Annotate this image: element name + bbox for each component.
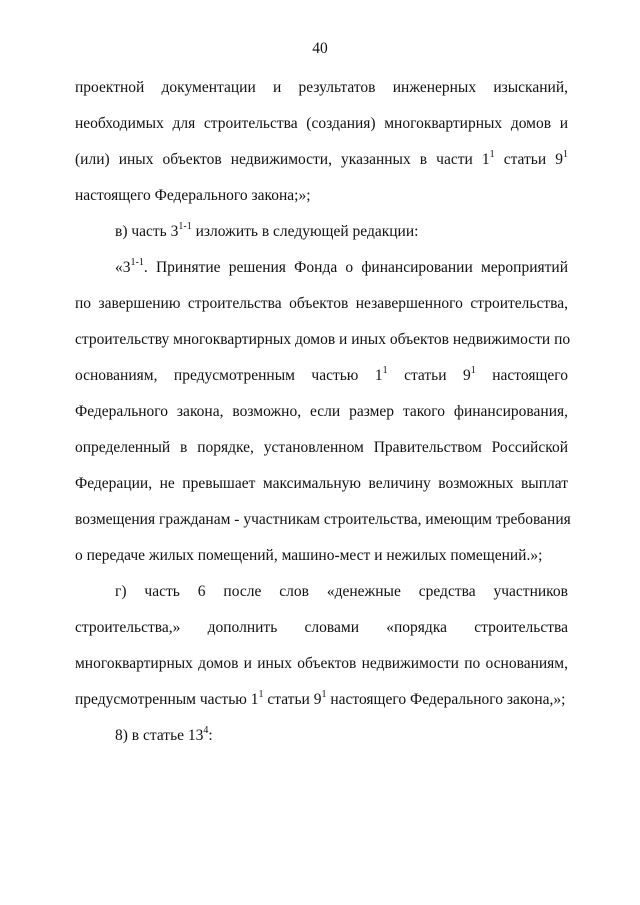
text-run: необходимых для строительства (создания) многоквартирных домов и <box>75 115 568 132</box>
superscript: 1 <box>562 149 568 160</box>
text-line <box>75 509 571 545</box>
text-line <box>75 617 568 653</box>
text-line <box>75 365 568 401</box>
text-run: статьи 9 <box>263 691 322 708</box>
text-run: настоящего <box>475 367 568 384</box>
text-line <box>75 257 568 293</box>
text-run: «3 <box>115 259 131 276</box>
text-line <box>75 401 568 437</box>
text-line <box>75 221 568 257</box>
text-run: определенный в порядке, установленном Правительством Российской <box>75 439 568 456</box>
text-line <box>75 473 568 509</box>
text-run: возмещения гражданам - участникам строительства, имеющим требования <box>75 511 571 528</box>
superscript: 1 <box>382 365 388 376</box>
page-number: 40 <box>312 40 328 57</box>
superscript: 1 <box>258 689 264 700</box>
text-run: настоящего Федерального закона,»; <box>326 691 566 708</box>
text-line <box>75 77 568 113</box>
text-run: настоящего Федерального закона;»; <box>75 187 311 204</box>
text-run: Федерального закона, возможно, если размер такого финансирования, <box>75 403 568 420</box>
superscript: 1 <box>321 689 327 700</box>
text-run: в) часть 3 <box>115 223 179 240</box>
document-body <box>75 77 571 761</box>
text-run: о передаче жилых помещений, машино-мест и нежилых помещений.»; <box>75 547 543 564</box>
text-run: 8) в статье 13 <box>115 727 204 744</box>
superscript: 4 <box>203 725 209 736</box>
text-run: основаниям, предусмотренным частью 1 <box>75 367 383 384</box>
text-run: г) часть 6 после слов «денежные средства участников <box>115 583 568 600</box>
superscript: 1-1 <box>178 221 192 232</box>
text-line <box>75 581 568 617</box>
text-line <box>75 689 568 725</box>
text-line <box>75 545 568 581</box>
superscript: 1 <box>489 149 495 160</box>
text-line <box>75 293 568 329</box>
text-line <box>75 329 571 365</box>
text-run: проектной документации и результатов инженерных изысканий, <box>75 79 568 96</box>
text-run: (или) иных объектов недвижимости, указанных в части 1 <box>75 151 490 168</box>
text-run: строительству многоквартирных домов и иных объектов недвижимости по <box>75 331 571 348</box>
text-run: строительства,» дополнить словами «порядка строительства <box>75 619 568 636</box>
text-run: статьи 9 <box>494 151 563 168</box>
text-line <box>75 149 568 185</box>
text-run: многоквартирных домов и иных объектов недвижимости по основаниям, <box>75 655 568 672</box>
text-run: Федерации, не превышает максимальную величину возможных выплат <box>75 475 568 492</box>
text-run: . Принятие решения Фонда о финансировании мероприятий <box>143 259 568 276</box>
text-line <box>75 437 568 473</box>
text-run: изложить в следующей редакции: <box>191 223 419 240</box>
text-line <box>75 725 568 761</box>
text-run: по завершению строительства объектов незавершенного строительства, <box>75 295 568 312</box>
text-run: предусмотренным частью 1 <box>75 691 259 708</box>
text-line <box>75 653 568 689</box>
text-line <box>75 113 568 149</box>
text-run: : <box>208 727 213 744</box>
text-run: статьи 9 <box>387 367 471 384</box>
superscript: 1 <box>470 365 476 376</box>
text-line <box>75 185 568 221</box>
superscript: 1-1 <box>130 257 144 268</box>
